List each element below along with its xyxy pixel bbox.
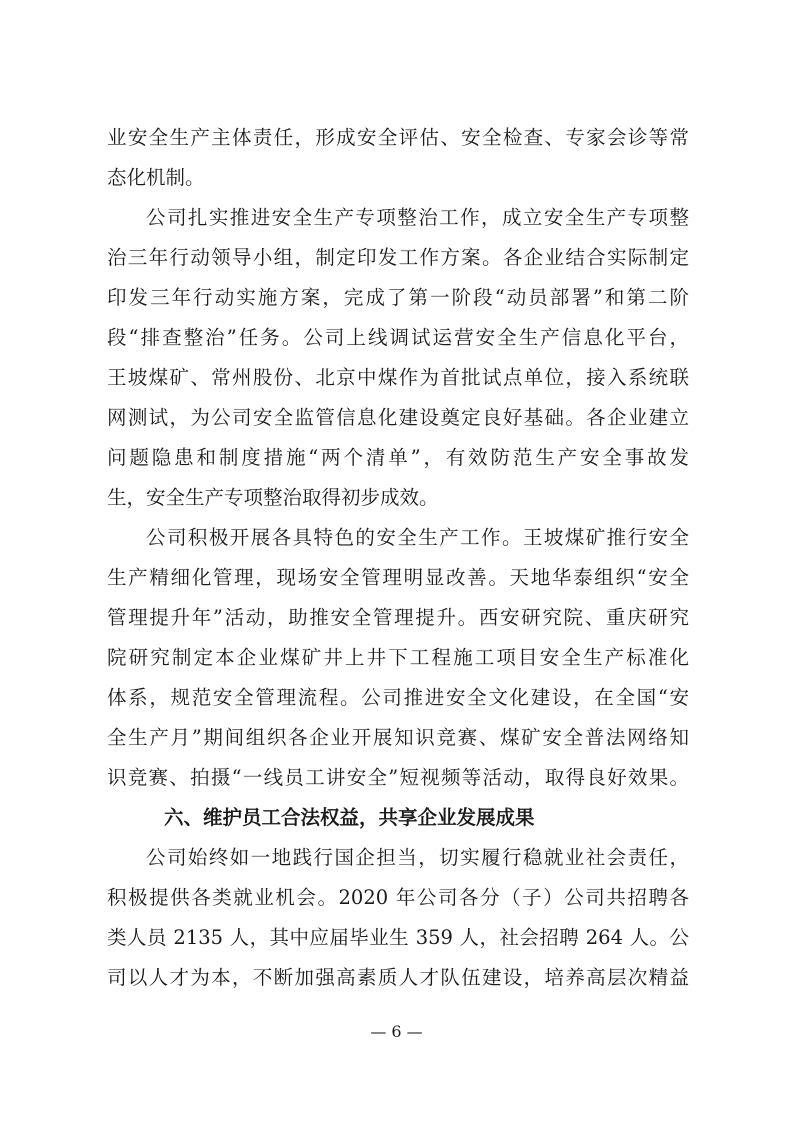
paragraph-line: 积极提供各类就业机会。2020 年公司各分（子）公司共招聘各 — [107, 886, 689, 909]
paragraph-line: 生，安全生产专项整治取得初步成效。 — [107, 486, 439, 509]
paragraph-line: 体系，规范安全管理流程。公司推进安全文化建设，在全国“安 — [107, 686, 689, 709]
paragraph-line: 公司始终如一地践行国企担当，切实履行稳就业社会责任， — [146, 846, 689, 869]
paragraph-line: 识竞赛、拍摄“一线员工讲安全”短视频等活动，取得良好效果。 — [107, 766, 689, 789]
paragraph-line: 类人员 2135 人，其中应届毕业生 359 人，社会招聘 264 人。公 — [107, 926, 689, 949]
paragraph-line: 公司积极开展各具特色的安全生产工作。王坡煤矿推行安全 — [146, 526, 689, 549]
paragraph-line: 生产精细化管理，现场安全管理明显改善。天地华泰组织“安全 — [107, 566, 689, 589]
paragraph-line: 态化机制。 — [107, 166, 205, 189]
paragraph-line: 管理提升年”活动，助推安全管理提升。西安研究院、重庆研究 — [107, 606, 689, 629]
section-heading: 六、维护员工合法权益，共享企业发展成果 — [164, 806, 535, 829]
paragraph-line: 公司扎实推进安全生产专项整治工作，成立安全生产专项整 — [146, 206, 689, 229]
paragraph-line: 网测试，为公司安全监管信息化建设奠定良好基础。各企业建立 — [107, 406, 689, 429]
paragraph-line: 王坡煤矿、常州股份、北京中煤作为首批试点单位，接入系统联 — [107, 366, 689, 389]
paragraph-line: 段“排查整治”任务。公司上线调试运营安全生产信息化平台， — [107, 326, 689, 349]
paragraph-line: 全生产月”期间组织各企业开展知识竞赛、煤矿安全普法网络知 — [107, 726, 689, 749]
paragraph-line: 印发三年行动实施方案，完成了第一阶段“动员部署”和第二阶 — [107, 286, 689, 309]
page-number: — 6 — — [370, 1022, 423, 1041]
paragraph-line: 业安全生产主体责任，形成安全评估、安全检查、专家会诊等常 — [107, 126, 689, 149]
paragraph-line: 治三年行动领导小组，制定印发工作方案。各企业结合实际制定 — [107, 246, 689, 269]
paragraph-line: 问题隐患和制度措施“两个清单”，有效防范生产安全事故发 — [107, 446, 689, 469]
paragraph-line: 院研究制定本企业煤矿井上井下工程施工项目安全生产标准化 — [107, 646, 689, 669]
paragraph-line: 司以人才为本，不断加强高素质人才队伍建设，培养高层次精益 — [107, 966, 689, 989]
